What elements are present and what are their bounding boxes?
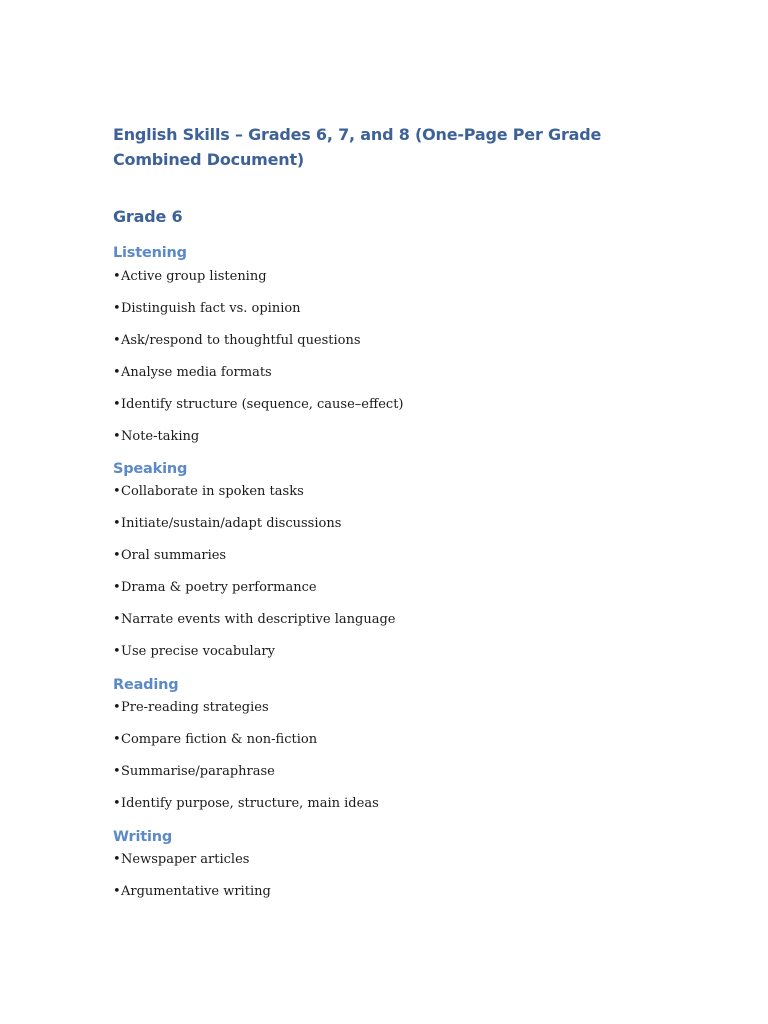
bullet-icon: • [113, 365, 121, 380]
list-item: •Analyse media formats [113, 363, 404, 395]
list-item: •Initiate/sustain/adapt discussions [113, 514, 395, 546]
bullet-icon: • [113, 644, 121, 659]
bullet-icon: • [113, 484, 121, 499]
list-item: •Argumentative writing [113, 882, 271, 914]
bullet-icon: • [113, 516, 121, 531]
bullet-icon: • [113, 796, 121, 811]
list-item: •Compare fiction & non-fiction [113, 730, 379, 762]
list-item: •Note-taking [113, 427, 404, 459]
list-item: •Distinguish fact vs. opinion [113, 299, 404, 331]
list-item: •Identify structure (sequence, cause–effect) [113, 395, 404, 427]
section-heading-listening: Listening [113, 245, 187, 261]
bullet-icon: • [113, 429, 121, 444]
bullet-icon: • [113, 301, 121, 316]
list-item: •Newspaper articles [113, 850, 271, 882]
list-item: •Ask/respond to thoughtful questions [113, 331, 404, 363]
bullet-icon: • [113, 333, 121, 348]
bullet-icon: • [113, 580, 121, 595]
list-item: •Pre-reading strategies [113, 698, 379, 730]
section-heading-speaking: Speaking [113, 461, 188, 477]
bullet-icon: • [113, 700, 121, 715]
list-item: •Use precise vocabulary [113, 642, 395, 674]
bullet-icon: • [113, 884, 121, 899]
section-heading-writing: Writing [113, 829, 173, 845]
reading-list [113, 698, 379, 826]
list-item: •Identify purpose, structure, main ideas [113, 794, 379, 826]
speaking-list [113, 482, 395, 674]
list-item: •Oral summaries [113, 546, 395, 578]
list-item: •Narrate events with descriptive language [113, 610, 395, 642]
bullet-icon: • [113, 548, 121, 563]
bullet-icon: • [113, 764, 121, 779]
bullet-icon: • [113, 397, 121, 412]
grade-heading: Grade 6 [113, 207, 183, 226]
document-page [113, 122, 633, 899]
listening-list [113, 267, 404, 459]
bullet-icon: • [113, 852, 121, 867]
list-item: •Drama & poetry performance [113, 578, 395, 610]
bullet-icon: • [113, 612, 121, 627]
section-heading-reading: Reading [113, 677, 179, 693]
list-item: •Collaborate in spoken tasks [113, 482, 395, 514]
writing-list [113, 850, 271, 914]
bullet-icon: • [113, 269, 121, 284]
list-item: •Summarise/paraphrase [113, 762, 379, 794]
bullet-icon: • [113, 732, 121, 747]
list-item: •Active group listening [113, 267, 404, 299]
document-title: English Skills – Grades 6, 7, and 8 (One-Page Per Grade Combined Document) [113, 125, 602, 169]
